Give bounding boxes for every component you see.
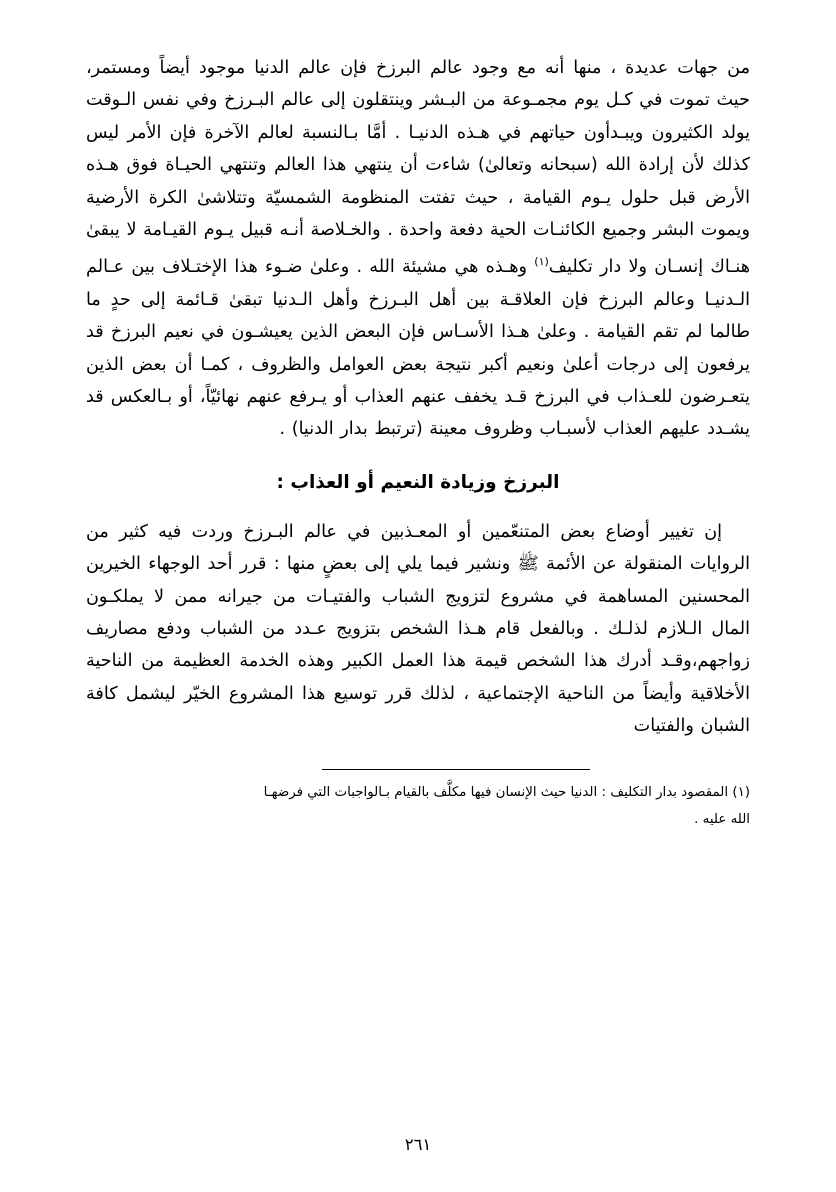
main-text-block xyxy=(86,52,750,446)
footnote-block xyxy=(86,780,750,833)
secondary-text-block xyxy=(86,516,750,743)
footnote-tail: الله عليه . xyxy=(694,811,750,827)
paragraph-one-text: من جهات عديدة ، منها أنه مع وجود عالم البرزخ فإن عالم الدنيا موجود أيضاً ومستمر، حيث تموت في كـل يوم مجمـوعة من البـشر وينتقلون إلى عالم البـرزخ وفي نفس الـوقت يولد الكثيرون ويبـدأون حياتهم في هـذه الدنيـا . أمَّا بـالنسبة لعالم الآخرة فإن الأمر ليس كذلك لأن إرادة الله (سبحانه وتعالىٰ) شاءت أن ينتهي هذا العالم وتنتهي الحيـاة فوق هـذه الأرض قبل حلول يـوم القيامة ، حيث تفتت المنظومة الشمسيّة وتتلاشىٰ الكرة الأرضية ويموت البشر وجميع الكائنـات الحية دفعة واحدة . والخـلاصة أنـه قبيل يـوم القيـامة لا يبقىٰ هنـاك إنسـان ولا دار تكليف xyxy=(86,58,750,278)
paragraph-one-continued: وهـذه هي مشيئة الله . وعلىٰ ضـوء هذا الإختـلاف بين عـالم الـدنيـا وعالم البرزخ فإن العلاقـة بين أهل البـرزخ وأهل الـدنيا تبقىٰ قـائمة إلى حدٍ ما طالما لم تقم القيامة . وعلىٰ هـذا الأسـاس فإن البعض الذين يعيشـون في نعيم البرزخ قد يرفعون إلى درجات أعلىٰ ونعيم أكبر نتيجة بعض العوامل والظروف ، كمـا أن بعض الذين يتعـرضون للعـذاب في البرزخ قـد يخفف عنهم العذاب أو يـرفع عنهم نهائيّاً، أو بـالعكس قد يشـدد عليهم العذاب لأسبـاب وظروف معينة (ترتبط بدار الدنيا) . xyxy=(86,257,750,440)
paragraph-two: إن تغيير أوضاع بعض المتنعّمين أو المعـذبين في عالم البـرزخ وردت فيه كثير من الروايات المنقولة عن الأئمة ‏ﷺ ونشير فيما يلي إلى بعضٍ منها : قرر أحد الوجهاء الخيرين المحسنين المساهمة في مشروع لتزويج الشباب والفتيـات من جيرانه ممن لا يملكـون المال الـلازم لذلـك . وبالفعل قام هـذا الشخص بتزويج عـدد من الشباب ودفع مصاريف زواجهم،وقـد أدرك هذا الشخص قيمة هذا العمل الكبير وهذه الخدمة العظيمة من الناحية الأخلاقية وأيضاً من الناحية الإجتماعية ، لذلك قرر توسيع هذا المشروع الخيّر ليشمل كافة الشبان والفتيات xyxy=(86,521,750,737)
footnote-separator xyxy=(322,769,590,770)
section-heading: البرزخ وزيادة النعيم أو العذاب : xyxy=(276,471,560,493)
footnote-marker[interactable]: (١) xyxy=(534,255,549,269)
page-number: ٢٦١ xyxy=(404,1135,432,1154)
paragraph-one xyxy=(86,52,750,446)
footnote-text: (١) المقصود بدار التكليف : الدنيا حيث الإنسان فيها مكلَّف بالقيام بـالواجبات التي فرضهـا xyxy=(263,784,750,800)
